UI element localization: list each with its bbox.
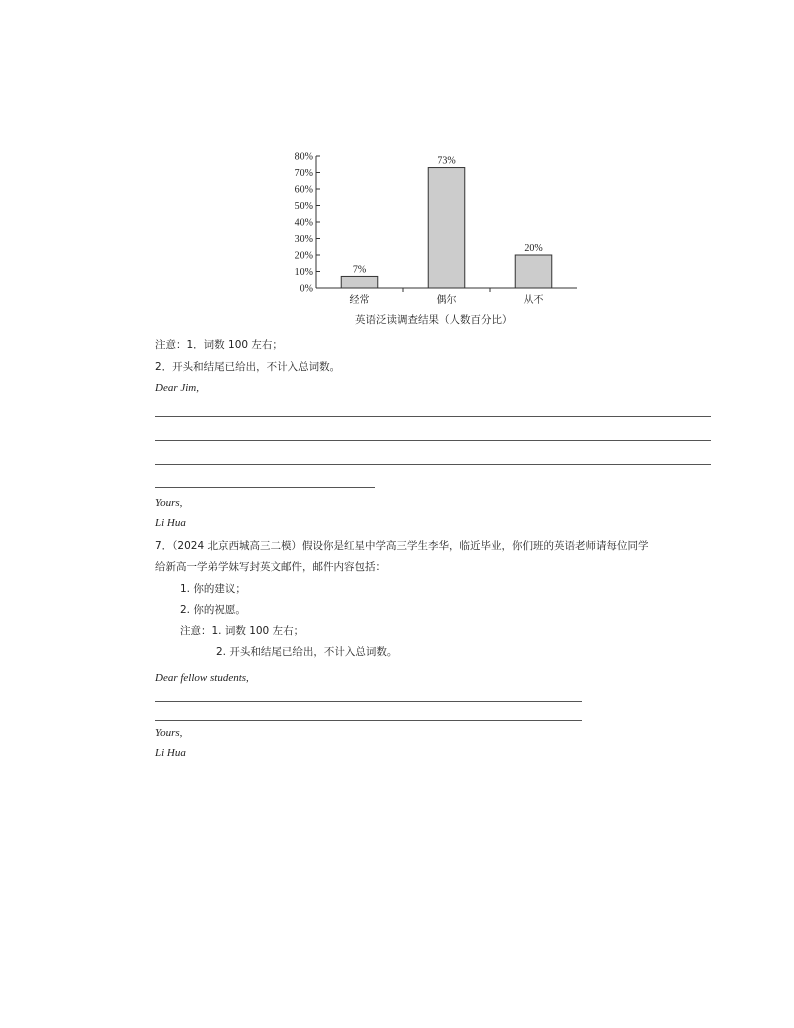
y-tick-label: 80% xyxy=(294,151,313,163)
x-axis xyxy=(316,288,577,306)
y-tick-label: 50% xyxy=(294,201,313,212)
task6-closing: Yours, xyxy=(155,497,183,509)
task6-note-2: 2．开头和结尾已给出，不计入总词数。 xyxy=(155,361,341,373)
x-tick-label: 偶尔 xyxy=(436,295,457,306)
y-tick-label: 10% xyxy=(294,267,313,278)
writing-line xyxy=(155,720,582,721)
bars xyxy=(341,156,552,288)
bar-value-label: 20% xyxy=(524,243,543,254)
y-tick-label: 60% xyxy=(294,184,313,196)
task7-note-1: 注意：1. 词数 100 左右； xyxy=(180,625,305,637)
bar xyxy=(341,276,378,288)
task7-item-1: 1. 你的建议； xyxy=(180,583,246,595)
y-tick-label: 30% xyxy=(294,234,313,245)
y-tick-label: 0% xyxy=(299,283,313,295)
task7-signature: Li Hua xyxy=(155,747,186,759)
writing-line xyxy=(155,440,711,441)
x-tick-label: 从不 xyxy=(523,295,544,306)
writing-line xyxy=(155,487,375,488)
task7-note-2: 2. 开头和结尾已给出，不计入总词数。 xyxy=(216,646,398,658)
y-tick-label: 70% xyxy=(294,168,313,179)
bar-value-label: 73% xyxy=(437,155,456,167)
y-tick-label: 40% xyxy=(294,217,313,229)
task7-closing: Yours, xyxy=(155,727,183,739)
writing-line xyxy=(155,464,711,465)
task6-note-1: 注意：1．词数 100 左右； xyxy=(155,339,283,351)
bar-chart xyxy=(285,148,585,318)
bar xyxy=(428,168,465,288)
bar-value-label: 7% xyxy=(352,264,367,276)
task7-item-2: 2. 你的祝愿。 xyxy=(180,604,246,616)
chart-title: 英语泛读调查结果（人数百分比） xyxy=(355,314,513,326)
task6-greeting: Dear Jim, xyxy=(155,382,199,394)
task7-greeting: Dear fellow students, xyxy=(155,672,249,684)
task7-prompt-line-1: 7．（2024 北京西城高三二模）假设你是红星中学高三学生李华，临近毕业，你们班的英语老师请每位同学 xyxy=(155,540,649,552)
bar xyxy=(515,255,552,288)
task7-prompt-line-2: 给新高一学弟学妹写封英文邮件，邮件内容包括： xyxy=(155,561,386,573)
y-axis xyxy=(295,152,320,295)
y-tick-label: 20% xyxy=(294,250,313,262)
task6-signature: Li Hua xyxy=(155,517,186,529)
writing-line xyxy=(155,701,582,702)
writing-line xyxy=(155,416,711,417)
x-tick-label: 经常 xyxy=(349,295,370,306)
